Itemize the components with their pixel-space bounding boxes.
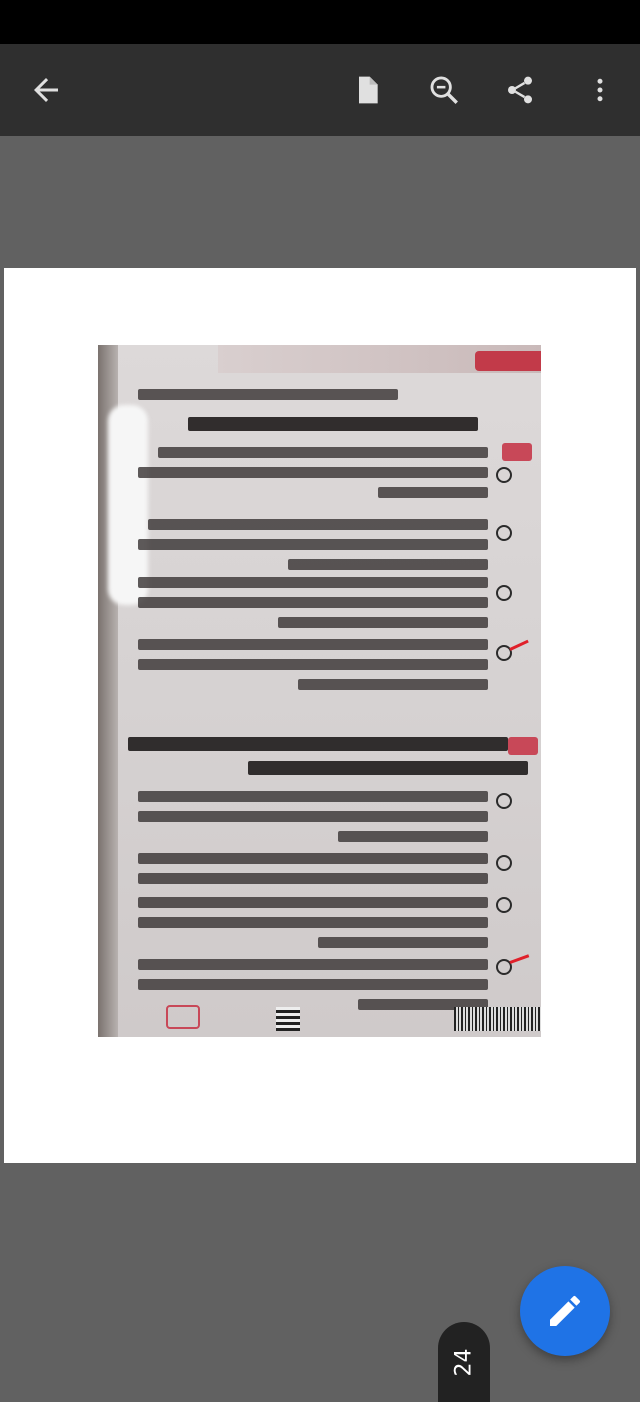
- text-line: [318, 937, 488, 948]
- text-line: [278, 617, 488, 628]
- question-number-badge: [508, 737, 538, 755]
- text-line: [138, 979, 488, 990]
- text-line: [138, 597, 488, 608]
- text-line: [138, 577, 488, 588]
- barcode: [454, 1007, 541, 1031]
- text-line: [138, 539, 488, 550]
- text-line: [378, 487, 488, 498]
- text-line: [138, 389, 398, 400]
- qr-code: [276, 1007, 300, 1031]
- pencil-edit-icon: [545, 1291, 585, 1331]
- option-bullet: [496, 467, 512, 483]
- page-number-text: 24: [451, 1348, 477, 1376]
- option-bullet: [496, 525, 512, 541]
- option-bullet: [496, 897, 512, 913]
- text-line: [138, 639, 488, 650]
- share-icon: [504, 74, 536, 106]
- text-line: [138, 873, 488, 884]
- text-line: [288, 559, 488, 570]
- question-number-badge: [502, 443, 532, 461]
- status-bar: [0, 0, 640, 44]
- red-arrow-mark: [509, 954, 529, 964]
- subject-tag: [475, 351, 541, 371]
- text-line: [138, 897, 488, 908]
- option-bullet: [496, 855, 512, 871]
- zoom-search-icon: [427, 73, 461, 107]
- arrow-left-icon: [28, 72, 64, 108]
- more-options-button[interactable]: [568, 44, 632, 136]
- red-arrow-mark: [509, 640, 528, 651]
- text-line: [298, 679, 488, 690]
- top-toolbar: [0, 44, 640, 136]
- option-bullet: [496, 793, 512, 809]
- text-line: [158, 447, 488, 458]
- text-line: [138, 853, 488, 864]
- back-button[interactable]: [14, 44, 78, 136]
- edit-fab-button[interactable]: [520, 1266, 610, 1356]
- zoom-search-button[interactable]: [412, 44, 476, 136]
- page-number-indicator: [438, 1322, 490, 1402]
- question-heading: [128, 737, 508, 751]
- text-line: [148, 519, 488, 530]
- text-line: [138, 659, 488, 670]
- page-number-badge: [166, 1005, 200, 1029]
- text-line: [138, 811, 488, 822]
- option-bullet: [496, 585, 512, 601]
- page-footer: [98, 1001, 541, 1037]
- text-line: [138, 959, 488, 970]
- text-line: [338, 831, 488, 842]
- text-line: [138, 467, 488, 478]
- text-line: [138, 917, 488, 928]
- page-photo: [98, 345, 541, 1037]
- text-line: [138, 791, 488, 802]
- share-button[interactable]: [488, 44, 552, 136]
- question-heading: [188, 417, 478, 431]
- redaction-scribble: [108, 405, 148, 605]
- more-vertical-icon: [585, 75, 615, 105]
- file-info-button[interactable]: [335, 44, 399, 136]
- question-heading: [248, 761, 528, 775]
- file-icon: [351, 74, 383, 106]
